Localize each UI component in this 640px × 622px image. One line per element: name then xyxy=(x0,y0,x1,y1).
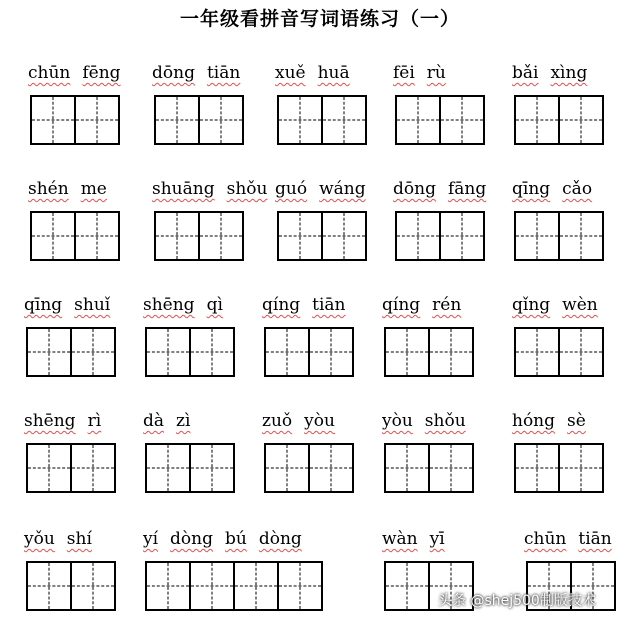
pinyin-syllable: wáng xyxy=(319,179,366,199)
watermark: 头条 @shej500制版技术 xyxy=(438,593,596,609)
pinyin-syllable: qīng xyxy=(24,295,63,315)
tianzige-cell[interactable] xyxy=(395,211,441,261)
tianzige-cell[interactable] xyxy=(264,443,310,493)
pinyin-syllable: qīng xyxy=(512,179,551,199)
writing-boxes xyxy=(395,211,485,261)
pinyin-label xyxy=(143,528,302,550)
pinyin-syllable: wèn xyxy=(562,295,598,315)
tianzige-cell[interactable] xyxy=(26,327,72,377)
pinyin-syllable: shēng xyxy=(24,411,76,431)
writing-boxes xyxy=(154,211,244,261)
pinyin-syllable: yòu xyxy=(304,411,335,431)
writing-boxes xyxy=(26,327,116,377)
tianzige-cell[interactable] xyxy=(198,211,244,261)
tianzige-cell[interactable] xyxy=(70,561,116,611)
pinyin-syllable: tiān xyxy=(578,529,612,549)
tianzige-cell[interactable] xyxy=(26,443,72,493)
pinyin-label xyxy=(24,294,110,316)
tianzige-cell[interactable] xyxy=(384,443,430,493)
writing-boxes xyxy=(384,327,474,377)
writing-boxes xyxy=(30,211,120,261)
pinyin-syllable: dōng xyxy=(393,179,436,199)
pinyin-syllable: rén xyxy=(432,295,462,315)
writing-boxes xyxy=(145,327,235,377)
pinyin-label xyxy=(512,62,587,84)
pinyin-label xyxy=(393,178,486,200)
writing-boxes xyxy=(514,211,604,261)
pinyin-label xyxy=(275,178,366,200)
writing-boxes xyxy=(264,443,354,493)
tianzige-cell[interactable] xyxy=(70,443,116,493)
tianzige-cell[interactable] xyxy=(189,561,235,611)
pinyin-label xyxy=(382,410,466,432)
tianzige-cell[interactable] xyxy=(154,211,200,261)
pinyin-label xyxy=(152,62,240,84)
pinyin-syllable: zì xyxy=(176,411,191,431)
pinyin-label xyxy=(512,410,586,432)
tianzige-cell[interactable] xyxy=(514,327,560,377)
writing-boxes xyxy=(145,561,323,611)
pinyin-label xyxy=(393,62,446,84)
pinyin-syllable: bǎi xyxy=(512,63,539,83)
writing-boxes xyxy=(514,443,604,493)
tianzige-cell[interactable] xyxy=(70,327,116,377)
pinyin-label xyxy=(28,178,107,200)
pinyin-label xyxy=(28,62,121,84)
pinyin-syllable: dà xyxy=(143,411,165,431)
pinyin-syllable: yòu xyxy=(382,411,413,431)
pinyin-syllable: shǒu xyxy=(226,179,268,199)
tianzige-cell[interactable] xyxy=(264,327,310,377)
pinyin-syllable: me xyxy=(80,179,107,199)
pinyin-syllable: fēng xyxy=(82,63,121,83)
tianzige-cell[interactable] xyxy=(189,327,235,377)
tianzige-cell[interactable] xyxy=(439,95,485,145)
pinyin-syllable: cǎo xyxy=(562,179,593,199)
pinyin-syllable: shí xyxy=(66,529,92,549)
pinyin-syllable: yí xyxy=(143,529,159,549)
tianzige-cell[interactable] xyxy=(154,95,200,145)
pinyin-syllable: xìng xyxy=(550,63,588,83)
tianzige-cell[interactable] xyxy=(514,95,560,145)
writing-boxes xyxy=(514,327,604,377)
pinyin-syllable: zuǒ xyxy=(262,411,293,431)
tianzige-cell[interactable] xyxy=(145,327,191,377)
pinyin-syllable: guó xyxy=(275,179,308,199)
pinyin-syllable: shuāng xyxy=(152,179,215,199)
pinyin-syllable: shén xyxy=(28,179,69,199)
pinyin-syllable: qǐng xyxy=(512,295,551,315)
pinyin-syllable: chūn xyxy=(524,529,567,549)
tianzige-cell[interactable] xyxy=(558,95,604,145)
tianzige-cell[interactable] xyxy=(439,211,485,261)
writing-boxes xyxy=(26,443,116,493)
pinyin-label xyxy=(275,62,350,84)
tianzige-cell[interactable] xyxy=(189,443,235,493)
tianzige-cell[interactable] xyxy=(321,211,367,261)
pinyin-syllable: tiān xyxy=(206,63,241,83)
pinyin-syllable: huā xyxy=(317,63,350,83)
pinyin-syllable: fāng xyxy=(447,179,487,199)
pinyin-syllable: yī xyxy=(429,529,445,549)
pinyin-label xyxy=(512,178,592,200)
pinyin-syllable: qíng xyxy=(262,295,301,315)
tianzige-cell[interactable] xyxy=(428,327,474,377)
writing-boxes xyxy=(395,95,485,145)
tianzige-cell[interactable] xyxy=(74,95,120,145)
pinyin-syllable: wàn xyxy=(382,529,418,549)
tianzige-cell[interactable] xyxy=(514,443,560,493)
tianzige-cell[interactable] xyxy=(321,95,367,145)
tianzige-cell[interactable] xyxy=(145,443,191,493)
tianzige-cell[interactable] xyxy=(558,211,604,261)
pinyin-syllable: rì xyxy=(87,411,102,431)
writing-boxes xyxy=(26,561,116,611)
tianzige-cell[interactable] xyxy=(26,561,72,611)
pinyin-syllable: shēng xyxy=(143,295,195,315)
pinyin-syllable: dòng xyxy=(258,529,302,549)
writing-boxes xyxy=(154,95,244,145)
pinyin-label xyxy=(24,410,101,432)
pinyin-label xyxy=(382,294,461,316)
tianzige-cell[interactable] xyxy=(384,327,430,377)
worksheet-title: 一年级看拼音写词语练习（一） xyxy=(179,8,460,30)
pinyin-syllable: yǒu xyxy=(24,529,55,549)
tianzige-cell[interactable] xyxy=(145,561,191,611)
pinyin-label xyxy=(262,410,335,432)
pinyin-syllable: dòng xyxy=(170,529,213,549)
writing-boxes xyxy=(30,95,120,145)
pinyin-syllable: chūn xyxy=(28,63,71,83)
tianzige-cell[interactable] xyxy=(233,561,279,611)
pinyin-label xyxy=(152,178,267,200)
pinyin-syllable: dōng xyxy=(152,63,195,83)
pinyin-syllable: rù xyxy=(426,63,446,83)
pinyin-syllable: shǒu xyxy=(424,411,466,431)
writing-boxes xyxy=(277,211,367,261)
tianzige-cell[interactable] xyxy=(277,211,323,261)
pinyin-syllable: qíng xyxy=(382,295,421,315)
pinyin-syllable: bú xyxy=(225,529,247,549)
tianzige-cell[interactable] xyxy=(74,211,120,261)
tianzige-cell[interactable] xyxy=(514,211,560,261)
pinyin-label xyxy=(512,294,598,316)
tianzige-cell[interactable] xyxy=(558,443,604,493)
tianzige-cell[interactable] xyxy=(277,95,323,145)
tianzige-cell[interactable] xyxy=(308,443,354,493)
tianzige-cell[interactable] xyxy=(277,561,323,611)
tianzige-cell[interactable] xyxy=(30,95,76,145)
tianzige-cell[interactable] xyxy=(30,211,76,261)
writing-boxes xyxy=(277,95,367,145)
writing-boxes xyxy=(514,95,604,145)
pinyin-syllable: tiān xyxy=(312,295,346,315)
pinyin-label xyxy=(382,528,445,550)
pinyin-label xyxy=(24,528,92,550)
pinyin-label xyxy=(143,294,223,316)
tianzige-cell[interactable] xyxy=(558,327,604,377)
tianzige-cell[interactable] xyxy=(428,443,474,493)
writing-boxes xyxy=(264,327,354,377)
writing-boxes xyxy=(384,443,474,493)
pinyin-syllable: xuě xyxy=(275,63,306,83)
pinyin-syllable: sè xyxy=(567,411,586,431)
tianzige-cell[interactable] xyxy=(308,327,354,377)
pinyin-syllable: qì xyxy=(206,295,223,315)
tianzige-cell[interactable] xyxy=(395,95,441,145)
pinyin-label xyxy=(262,294,346,316)
pinyin-syllable: shuǐ xyxy=(74,295,111,315)
pinyin-syllable: hóng xyxy=(512,411,556,431)
pinyin-label xyxy=(143,410,190,432)
tianzige-cell[interactable] xyxy=(384,561,430,611)
writing-boxes xyxy=(145,443,235,493)
pinyin-label xyxy=(524,528,612,550)
pinyin-syllable: fēi xyxy=(393,63,415,83)
tianzige-cell[interactable] xyxy=(198,95,244,145)
